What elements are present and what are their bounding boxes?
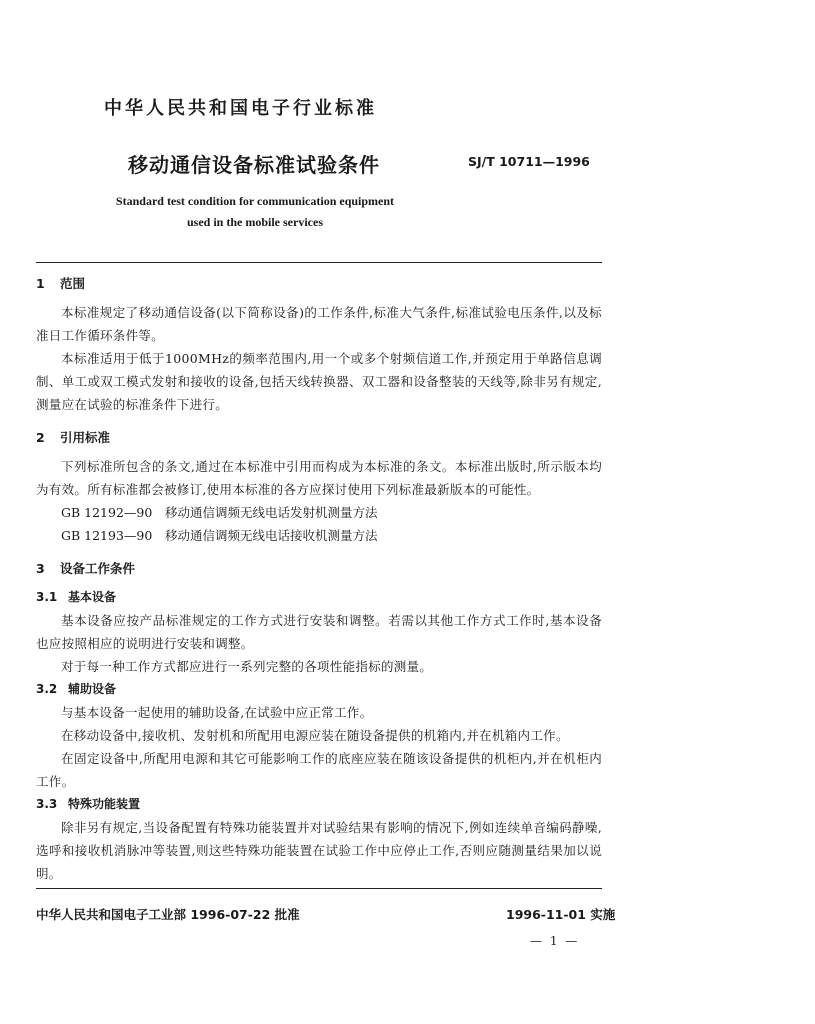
section-3-2-paragraph-2: 在移动设备中,接收机、发射机和所配用电源应装在随设备提供的机箱内,并在机箱内工作。: [61, 728, 569, 743]
section-3-3-paragraph-1: 除非另有规定,当设备配置有特殊功能装置并对试验结果有影响的情况下,例如连续单音编码静噪,选呼和接收机消脉冲等装置,则这些特殊功能装置在试验工作中应停止工作,否则应随测量结果加以说明。: [36, 820, 602, 881]
section-number: 3: [36, 561, 45, 576]
document-body: [36, 268, 602, 885]
reference-title: 移动通信调频无线电话接收机测量方法: [165, 528, 378, 543]
issuing-body-heading: 中华人民共和国电子行业标准: [104, 98, 377, 119]
section-3-2-heading: [36, 678, 602, 701]
section-3-1-paragraph-2: 对于每一种工作方式都应进行一系列完整的各项性能指标的测量。: [61, 659, 433, 674]
subsection-title: 基本设备: [68, 590, 117, 604]
section-title: 设备工作条件: [60, 561, 136, 576]
reference-item: [36, 524, 602, 547]
section-1-heading: [36, 272, 602, 295]
section-3-heading: [36, 557, 602, 580]
section-2-heading: [36, 426, 602, 449]
section-1-paragraph-2: 本标准适用于低于1000MHz的频率范围内,用一个或多个射频信道工作,并预定用于单路信息调制、单工或双工模式发射和接收的设备,包括天线转换器、双工器和设备整装的天线等,除非另有规定,测量应在试验的标准条件下进行。: [36, 351, 602, 412]
subsection-number: 3.2: [36, 682, 58, 696]
section-3-1-heading: [36, 586, 602, 609]
title-en-line1: Standard test condition for communication equipment: [115, 194, 395, 208]
reference-item: [36, 501, 602, 524]
document-title-en: [94, 191, 416, 233]
subsection-number: 3.1: [36, 590, 58, 604]
section-2-paragraph-1: 下列标准所包含的条文,通过在本标准中引用而构成为本标准的条文。本标准出版时,所示版本均为有效。所有标准都会被修订,使用本标准的各方应探讨使用下列标准最新版本的可能性。: [36, 459, 602, 497]
section-title: 范围: [60, 276, 86, 291]
section-3-3-heading: [36, 793, 602, 816]
subsection-title: 辅助设备: [68, 682, 117, 696]
reference-title: 移动通信调频无线电话发射机测量方法: [165, 505, 378, 520]
title-en-line2: used in the mobile services: [187, 215, 323, 229]
subsection-title: 特殊功能装置: [68, 797, 141, 811]
standard-number: SJ/T 10711—1996: [468, 154, 590, 169]
section-title: 引用标准: [60, 430, 111, 445]
reference-code: GB 12192—90: [61, 505, 153, 520]
subsection-number: 3.3: [36, 797, 58, 811]
section-1-paragraph-1: 本标准规定了移动通信设备(以下简称设备)的工作条件,标准大气条件,标准试验电压条件,以及标准日工作循环条件等。: [36, 305, 602, 343]
approval-note: 中华人民共和国电子工业部 1996-07-22 批准: [36, 907, 300, 922]
section-3-1-paragraph-1: 基本设备应按产品标准规定的工作方式进行安装和调整。若需以其他工作方式工作时,基本设备也应按照相应的说明进行安装和调整。: [36, 613, 602, 651]
page-number: — 1 —: [530, 934, 580, 948]
section-3-2-paragraph-1: 与基本设备一起使用的辅助设备,在试验中应正常工作。: [61, 705, 373, 720]
header-divider: [36, 262, 602, 263]
section-number: 2: [36, 430, 45, 445]
footer-divider: [36, 888, 602, 889]
section-number: 1: [36, 276, 45, 291]
reference-code: GB 12193—90: [61, 528, 153, 543]
effective-date-note: 1996-11-01 实施: [506, 907, 616, 922]
document-title-cn: 移动通信设备标准试验条件: [128, 153, 380, 177]
section-3-2-paragraph-3: 在固定设备中,所配用电源和其它可能影响工作的底座应装在随该设备提供的机柜内,并在机柜内工作。: [36, 751, 602, 789]
